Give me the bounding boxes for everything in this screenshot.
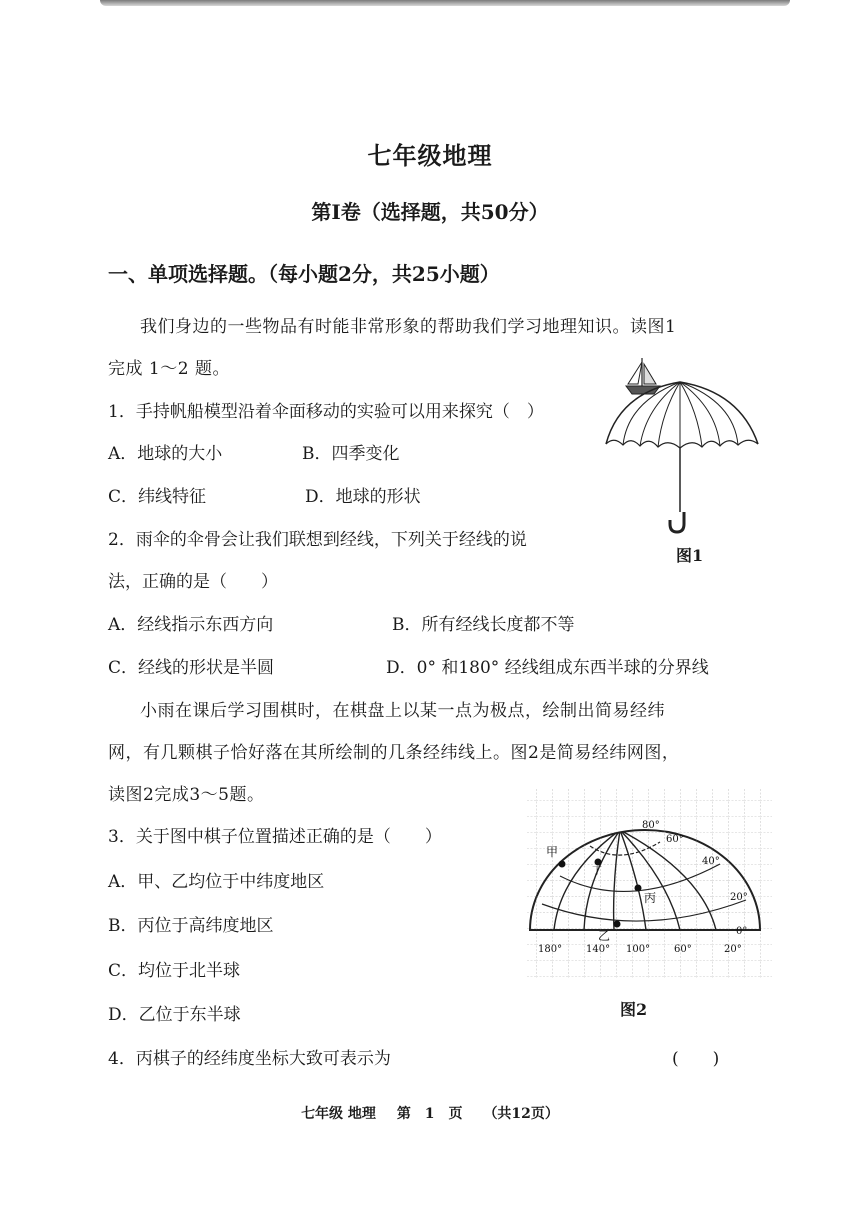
q3-stem: 3．关于图中棋子位置描述正确的是（ ）: [108, 827, 442, 847]
q1-option-c: C．纬线特征: [108, 487, 207, 507]
lon-label-20: 20°: [724, 944, 742, 955]
q1-option-b: B．四季变化: [302, 444, 400, 464]
q4-stem: 4．丙棋子的经纬度坐标大致可表示为: [108, 1049, 391, 1069]
q2-stem-line1: 2．雨伞的伞骨会让我们联想到经线，下列关于经线的说: [108, 530, 527, 550]
q3-option-b: B．丙位于高纬度地区: [108, 916, 274, 936]
q2-option-a: A．经线指示东西方向: [108, 615, 274, 635]
exam-title: 七年级地理: [367, 141, 493, 170]
intro2-line1: 小雨在课后学习围棋时，在棋盘上以某一点为极点，绘制出简易经纬: [140, 701, 665, 721]
lat-label-40: 40°: [702, 856, 720, 867]
piece-ding: [595, 859, 602, 866]
q2-option-d: D．0° 和180° 经线组成东西半球的分界线: [386, 658, 709, 678]
intro2-line3: 读图2完成3～5题。: [108, 785, 265, 805]
figure2-caption: 图2: [620, 1000, 648, 1019]
piece-jia: [559, 861, 566, 868]
piece-bing: [635, 885, 642, 892]
footer-grade: 七年级 地理: [301, 1106, 376, 1122]
umbrella-figure: [598, 352, 768, 542]
q2-stem-line2: 法，正确的是（ ）: [108, 572, 278, 592]
q3-option-d: D．乙位于东半球: [108, 1005, 241, 1025]
footer-page: 第 1 页: [396, 1106, 463, 1122]
piece-label-jia: 甲: [546, 845, 559, 859]
q3-option-c: C．均位于北半球: [108, 961, 241, 981]
lon-label-60: 60°: [674, 944, 692, 955]
piece-label-bing: 丙: [644, 891, 657, 905]
piece-label-yi: 乙: [598, 929, 611, 943]
q1-option-d: D．地球的形状: [305, 487, 421, 507]
lat-label-80: 80°: [642, 820, 660, 831]
q1-option-a: A．地球的大小: [108, 444, 223, 464]
part-title: 第Ⅰ卷（选择题，共50分）: [311, 200, 549, 224]
scan-top-edge: [100, 0, 790, 6]
intro2-line2: 网，有几颗棋子恰好落在其所绘制的几条经纬线上。图2是简易经纬网图，: [108, 743, 680, 763]
lon-label-180: 180°: [538, 944, 563, 955]
lon-label-100: 100°: [626, 944, 651, 955]
piece-yi: [614, 921, 621, 928]
lat-label-0: 0°: [736, 926, 748, 937]
q2-option-c: C．经线的形状是半圆: [108, 658, 275, 678]
section-heading: 一、单项选择题。（每小题2分，共25小题）: [108, 262, 500, 286]
q4-answer-paren: ( ): [672, 1049, 720, 1069]
lat-label-60: 60°: [666, 834, 684, 845]
q1-stem: 1．手持帆船模型沿着伞面移动的实验可以用来探究（ ）: [108, 402, 544, 422]
figure1-caption: 图1: [676, 546, 704, 565]
graticule-figure: [520, 784, 780, 984]
intro1-line1: 我们身边的一些物品有时能非常形象的帮助我们学习地理知识。读图1: [140, 317, 677, 337]
intro1-line2: 完成 1～2 题。: [108, 359, 230, 379]
q2-option-b: B．所有经线长度都不等: [392, 615, 575, 635]
lat-label-20: 20°: [730, 892, 748, 903]
page-footer: [0, 1103, 860, 1123]
piece-label-ding: 丁: [592, 866, 602, 877]
q3-option-a: A．甲、乙均位于中纬度地区: [108, 872, 325, 892]
lon-label-140: 140°: [586, 944, 611, 955]
footer-total: （共12页）: [483, 1106, 559, 1122]
